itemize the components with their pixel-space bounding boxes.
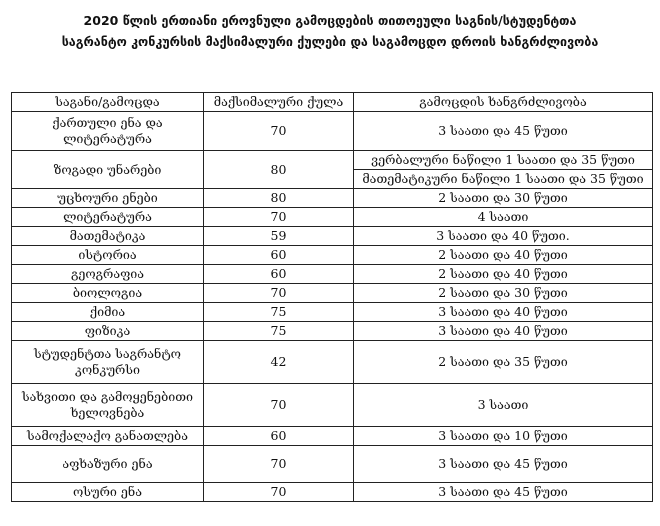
duration-cell: 2 საათი და 30 წუთი <box>354 284 653 303</box>
duration-cell: მათემატიკური ნაწილი 1 საათი და 35 წუთი <box>354 170 653 189</box>
subject-cell <box>12 112 204 151</box>
score-cell: 70 <box>204 483 354 502</box>
duration-cell: 3 საათი და 40 წუთი. <box>354 227 653 246</box>
score-cell: 75 <box>204 322 354 341</box>
title-line-1: 2020 წლის ერთიანი ეროვნული გამოცდების თითოეული საგნის/სტუდენტთა <box>83 13 577 28</box>
table-row <box>12 112 653 151</box>
duration-cell: 3 საათი და 45 წუთი <box>354 483 653 502</box>
exam-table <box>11 92 653 502</box>
subject-line: კონკურსი <box>75 362 140 377</box>
subject-line: ქართული ენა და <box>52 115 163 130</box>
duration-cell: 3 საათი და 10 წუთი <box>354 427 653 446</box>
subject-cell: უცხოური ენები <box>12 189 204 208</box>
header-duration: გამოცდის ხანგრძლივობა <box>354 93 653 112</box>
table-row <box>12 427 653 446</box>
subject-cell: გეოგრაფია <box>12 265 204 284</box>
score-cell: 60 <box>204 246 354 265</box>
duration-cell: 3 საათი და 45 წუთი <box>354 446 653 483</box>
duration-cell: ვერბალური ნაწილი 1 საათი და 35 წუთი <box>354 151 653 170</box>
table-row <box>12 265 653 284</box>
title-line-2: საგრანტო კონკურსის მაქსიმალური ქულები და საგამოცდო დროის ხანგრძლივობა <box>61 34 599 49</box>
duration-cell: 3 საათი <box>354 384 653 427</box>
subject-cell <box>12 384 204 427</box>
score-cell: 70 <box>204 384 354 427</box>
table-row <box>12 322 653 341</box>
header-score: მაქსიმალური ქულა <box>204 93 354 112</box>
subject-cell: ბიოლოგია <box>12 284 204 303</box>
score-cell: 70 <box>204 208 354 227</box>
score-cell: 70 <box>204 112 354 151</box>
score-cell: 70 <box>204 446 354 483</box>
table-header-row <box>12 93 653 112</box>
subject-line: სტუდენტთა საგრანტო <box>33 346 181 361</box>
table-row <box>12 284 653 303</box>
subject-cell: ლიტერატურა <box>12 208 204 227</box>
subject-cell: ზოგადი უნარები <box>12 151 204 189</box>
table-row <box>12 446 653 483</box>
table-row <box>12 227 653 246</box>
table-row <box>12 384 653 427</box>
score-cell: 80 <box>204 189 354 208</box>
subject-cell: ისტორია <box>12 246 204 265</box>
duration-cell: 4 საათი <box>354 208 653 227</box>
table-row <box>12 303 653 322</box>
subject-cell: მათემატიკა <box>12 227 204 246</box>
subject-cell: სამოქალაქო განათლება <box>12 427 204 446</box>
document-title <box>0 10 660 52</box>
subject-cell: ქიმია <box>12 303 204 322</box>
table-row <box>12 341 653 384</box>
score-cell: 80 <box>204 151 354 189</box>
score-cell: 60 <box>204 427 354 446</box>
table-row <box>12 483 653 502</box>
score-cell: 42 <box>204 341 354 384</box>
table-row <box>12 151 653 170</box>
subject-line: ხელოვნება <box>70 405 145 420</box>
score-cell: 70 <box>204 284 354 303</box>
duration-cell: 3 საათი და 40 წუთი <box>354 303 653 322</box>
subject-cell: ფიზიკა <box>12 322 204 341</box>
duration-cell: 2 საათი და 30 წუთი <box>354 189 653 208</box>
header-subject: საგანი/გამოცდა <box>12 93 204 112</box>
duration-cell: 2 საათი და 35 წუთი <box>354 341 653 384</box>
table-row <box>12 189 653 208</box>
duration-cell: 3 საათი და 45 წუთი <box>354 112 653 151</box>
score-cell: 59 <box>204 227 354 246</box>
duration-cell: 2 საათი და 40 წუთი <box>354 265 653 284</box>
duration-cell: 3 საათი და 40 წუთი <box>354 322 653 341</box>
table-row <box>12 208 653 227</box>
score-cell: 60 <box>204 265 354 284</box>
duration-cell: 2 საათი და 40 წუთი <box>354 246 653 265</box>
score-cell: 75 <box>204 303 354 322</box>
subject-line: სახვითი და გამოყენებითი <box>22 389 193 404</box>
subject-cell <box>12 341 204 384</box>
table-row <box>12 246 653 265</box>
subject-cell: აფხაზური ენა <box>12 446 204 483</box>
subject-line: ლიტერატურა <box>63 131 152 146</box>
subject-cell: ოსური ენა <box>12 483 204 502</box>
